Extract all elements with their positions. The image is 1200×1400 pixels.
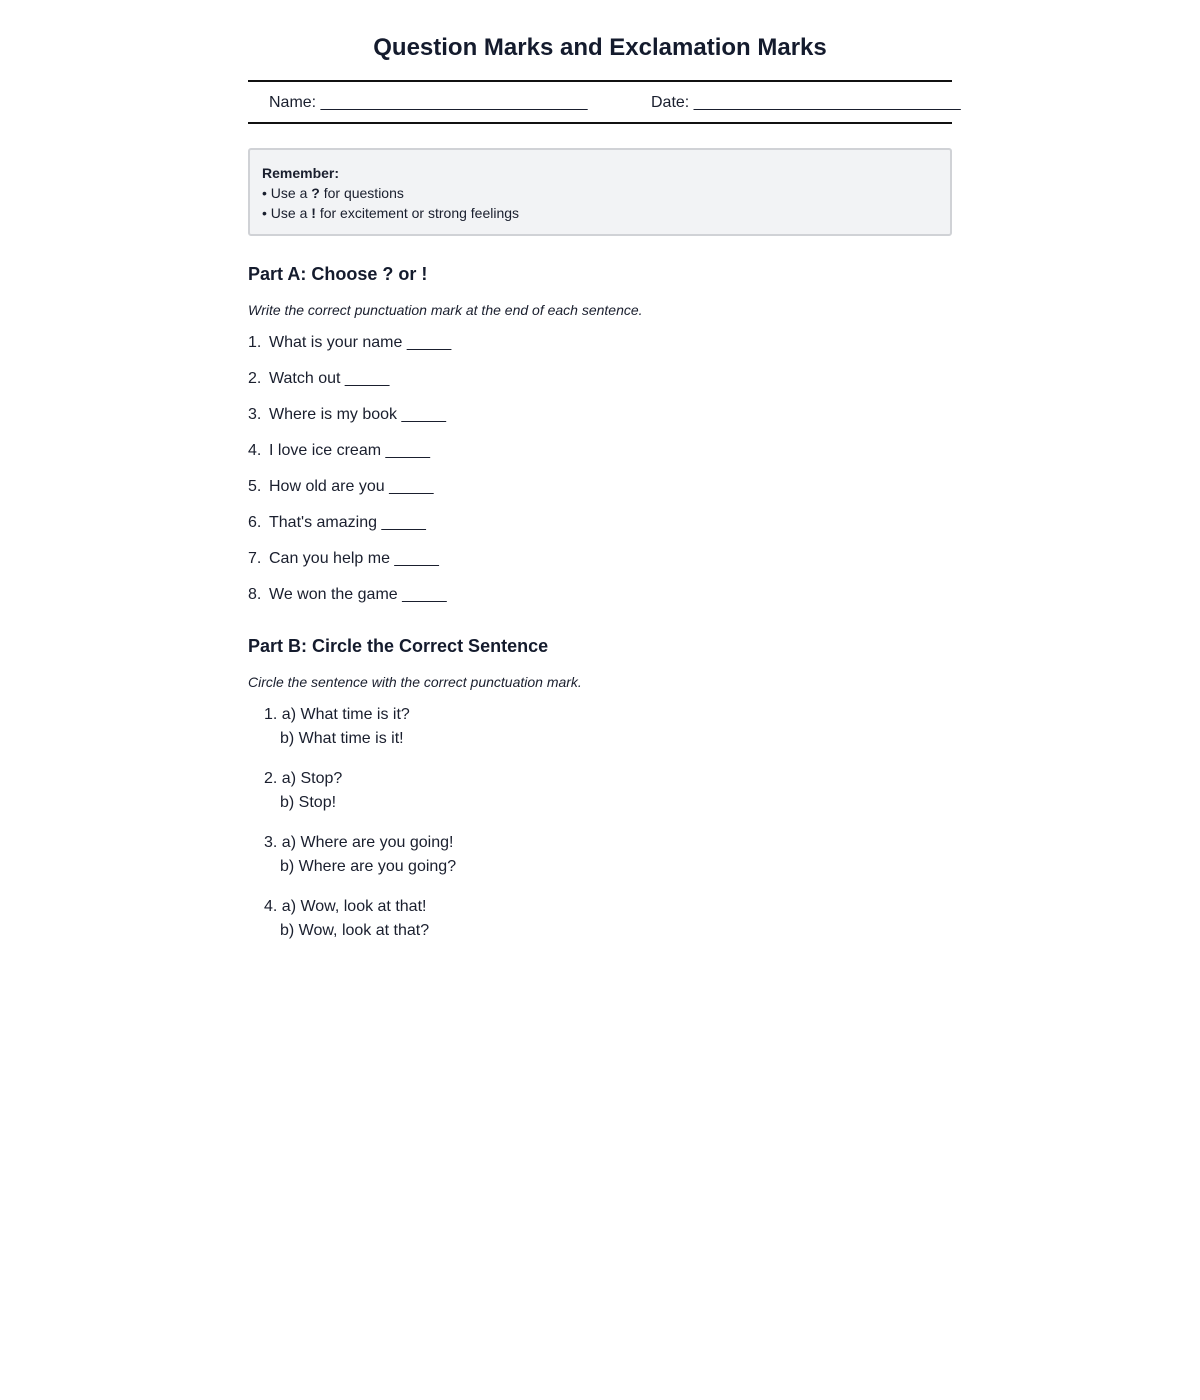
remember-question-rule bbox=[262, 184, 404, 202]
part-a-instructions: Write the correct punctuation mark at the end of each sentence. bbox=[248, 302, 643, 318]
question-number: 8. bbox=[248, 586, 262, 603]
question-number: 3. bbox=[248, 406, 262, 423]
option-a[interactable]: 4. a) Wow, look at that! bbox=[264, 898, 427, 915]
question-text: What is your name _____ bbox=[269, 334, 452, 351]
part-a-question[interactable] bbox=[248, 477, 434, 497]
name-date-bar bbox=[248, 80, 961, 124]
question-text: Can you help me _____ bbox=[269, 550, 439, 567]
option-b[interactable]: b) Stop! bbox=[280, 794, 337, 811]
question-text: We won the game _____ bbox=[269, 586, 447, 603]
part-a-question[interactable] bbox=[248, 333, 451, 353]
part-b-question bbox=[264, 895, 429, 943]
remember-exclamation-suffix: for excitement or strong feelings bbox=[315, 205, 520, 221]
question-number: 1. bbox=[248, 334, 262, 351]
part-a-question[interactable] bbox=[248, 405, 446, 425]
part-b-instructions: Circle the sentence with the correct punctuation mark. bbox=[248, 674, 582, 690]
question-text: I love ice cream _____ bbox=[269, 442, 430, 459]
part-a-question[interactable] bbox=[248, 585, 447, 605]
part-a-question[interactable] bbox=[248, 369, 389, 389]
part-b-question bbox=[264, 831, 456, 879]
option-b[interactable]: b) What time is it! bbox=[280, 730, 404, 747]
exclamation-mark-symbol: ! bbox=[311, 205, 316, 221]
option-a[interactable]: 3. a) Where are you going! bbox=[264, 834, 454, 851]
question-number: 4. bbox=[248, 442, 262, 459]
part-a-question[interactable] bbox=[248, 513, 426, 533]
part-a-question[interactable] bbox=[248, 441, 430, 461]
option-b[interactable]: b) Wow, look at that? bbox=[280, 922, 430, 939]
question-text: How old are you _____ bbox=[269, 478, 434, 495]
option-b[interactable]: b) Where are you going? bbox=[280, 858, 457, 875]
remember-question-suffix: for questions bbox=[319, 185, 404, 201]
remember-exclamation-rule bbox=[262, 204, 519, 222]
name-field[interactable]: Name: ______________________________ bbox=[269, 94, 588, 111]
question-text: That's amazing _____ bbox=[269, 514, 426, 531]
remember-title: Remember: bbox=[262, 165, 340, 181]
part-a-question[interactable] bbox=[248, 549, 439, 569]
date-field[interactable]: Date: ______________________________ bbox=[651, 94, 961, 111]
question-text: Watch out _____ bbox=[269, 370, 390, 387]
remember-exclamation-prefix: • Use a bbox=[262, 205, 312, 221]
option-a[interactable]: 2. a) Stop? bbox=[264, 770, 343, 787]
part-b-question bbox=[264, 767, 342, 815]
question-text: Where is my book _____ bbox=[269, 406, 446, 423]
part-b-heading: Part B: Circle the Correct Sentence bbox=[248, 636, 549, 656]
remember-question-prefix: • Use a bbox=[262, 185, 312, 201]
question-number: 2. bbox=[248, 370, 262, 387]
part-a-heading: Part A: Choose ? or ! bbox=[248, 264, 428, 284]
question-number: 7. bbox=[248, 550, 262, 567]
question-number: 5. bbox=[248, 478, 262, 495]
remember-box bbox=[248, 148, 952, 236]
question-mark-symbol: ? bbox=[311, 185, 320, 201]
question-number: 6. bbox=[248, 514, 262, 531]
option-a[interactable]: 1. a) What time is it? bbox=[264, 706, 410, 723]
page-title: Question Marks and Exclamation Marks bbox=[373, 34, 827, 61]
part-b-question bbox=[264, 703, 410, 751]
